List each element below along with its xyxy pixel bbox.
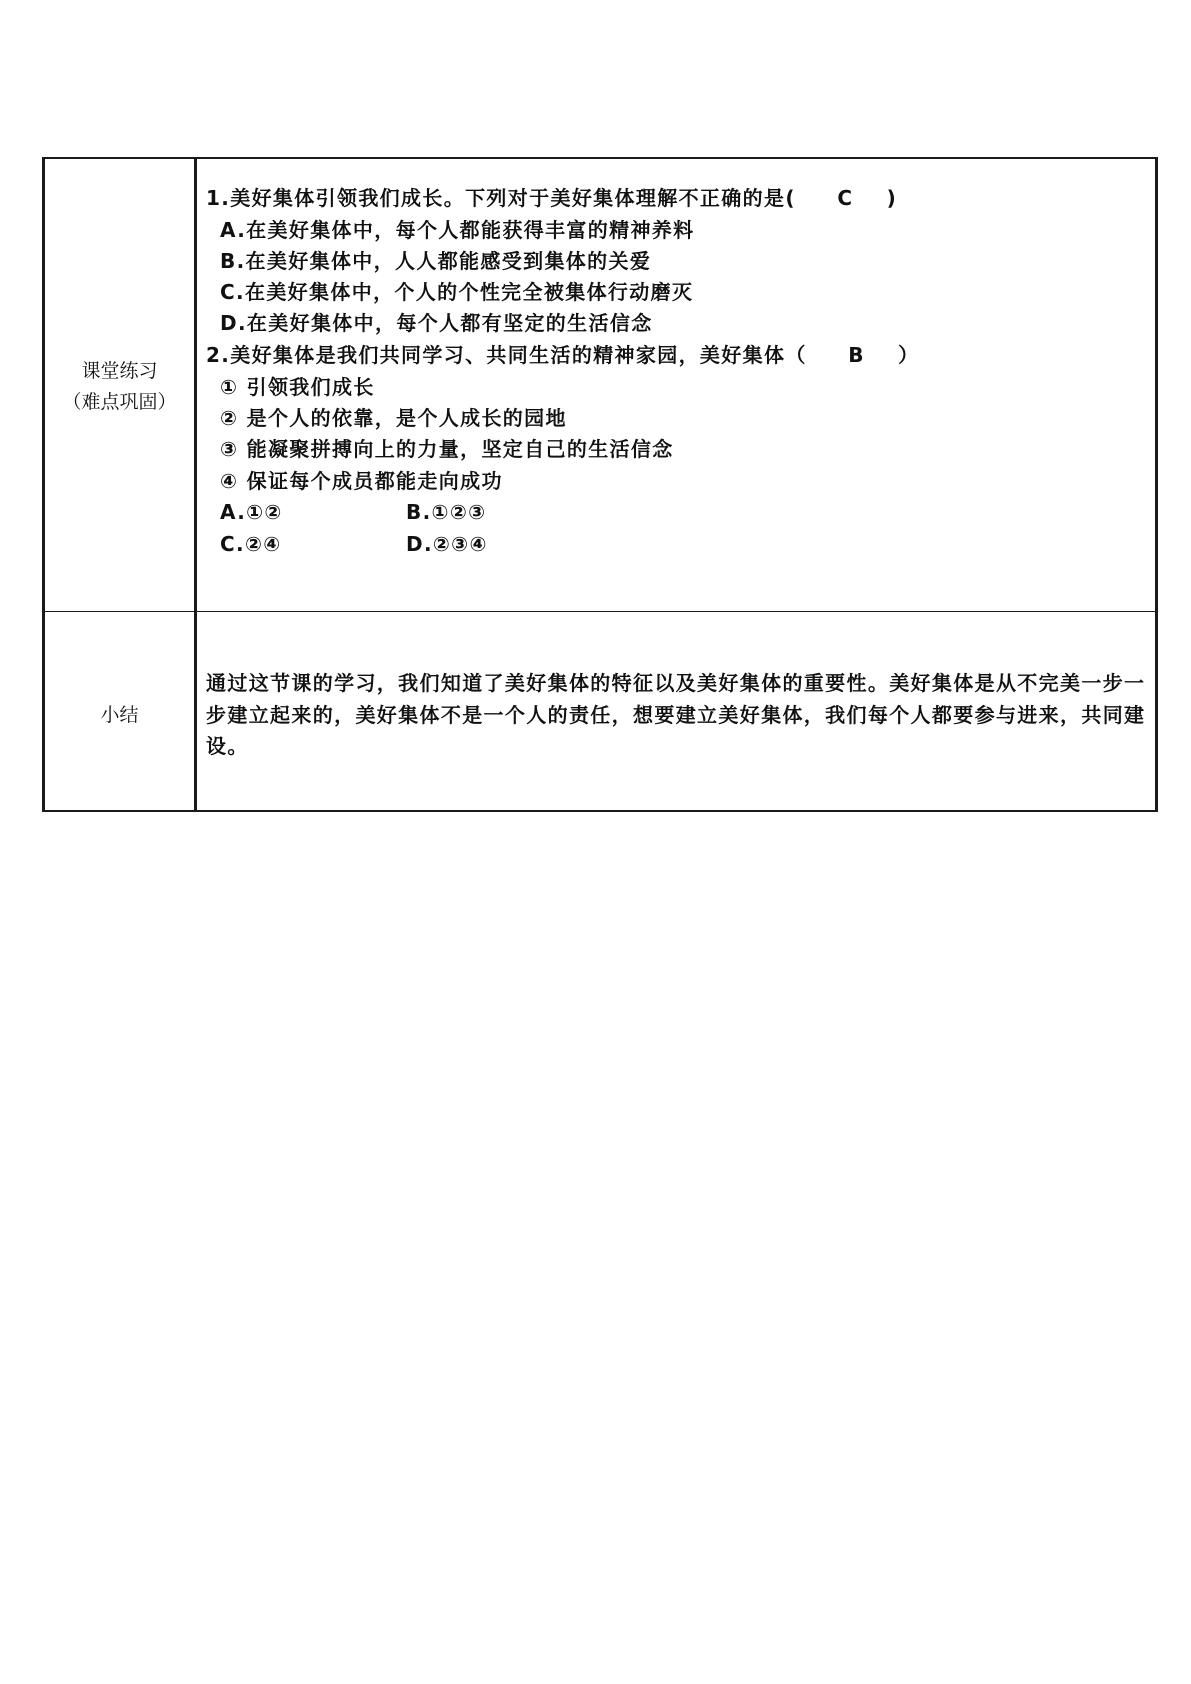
question-2-choice-c: C.②④ <box>220 532 282 556</box>
summary-text: 通过这节课的学习，我们知道了美好集体的特征以及美好集体的重要性。美好集体是从不完美一步一步建立起来的，美好集体不是一个人的责任，想要建立美好集体，我们每个人都要参与进来，共同建设。 <box>206 671 1146 758</box>
question-2-statement-3: ③ 能凝聚拼搏向上的力量，坚定自己的生活信念 <box>220 437 674 461</box>
table-right-border <box>1155 157 1158 812</box>
question-1-option-c: C.在美好集体中，个人的个性完全被集体行动磨灭 <box>220 280 694 304</box>
question-1-option-b: B.在美好集体中，人人都能感受到集体的关爱 <box>220 249 652 273</box>
table-top-border <box>43 157 1157 159</box>
table-row-divider <box>43 611 1157 612</box>
question-1-option-d: D.在美好集体中，每个人都有坚定的生活信念 <box>220 311 653 335</box>
question-2-statement-1: ① 引领我们成长 <box>220 375 375 399</box>
question-1-stem: 1.美好集体引领我们成长。下列对于美好集体理解不正确的是( C ) <box>206 186 898 210</box>
practice-sublabel: （难点巩固） <box>62 391 177 413</box>
question-2-statement-2: ② 是个人的依靠，是个人成长的园地 <box>220 406 567 430</box>
practice-label: 课堂练习 <box>81 360 158 382</box>
table-bottom-border <box>43 810 1157 812</box>
question-2-choice-b: B.①②③ <box>406 500 487 524</box>
question-2-choice-a: A.①② <box>220 500 283 524</box>
summary-label: 小结 <box>100 704 139 726</box>
question-2-statement-4: ④ 保证每个成员都能走向成功 <box>220 469 503 493</box>
question-1-option-a: A.在美好集体中，每个人都能获得丰富的精神养料 <box>220 218 695 242</box>
question-2-stem: 2.美好集体是我们共同学习、共同生活的精神家园，美好集体（ B ） <box>206 343 920 367</box>
question-2-choice-d: D.②③④ <box>406 532 488 556</box>
table-column-divider <box>194 157 197 812</box>
